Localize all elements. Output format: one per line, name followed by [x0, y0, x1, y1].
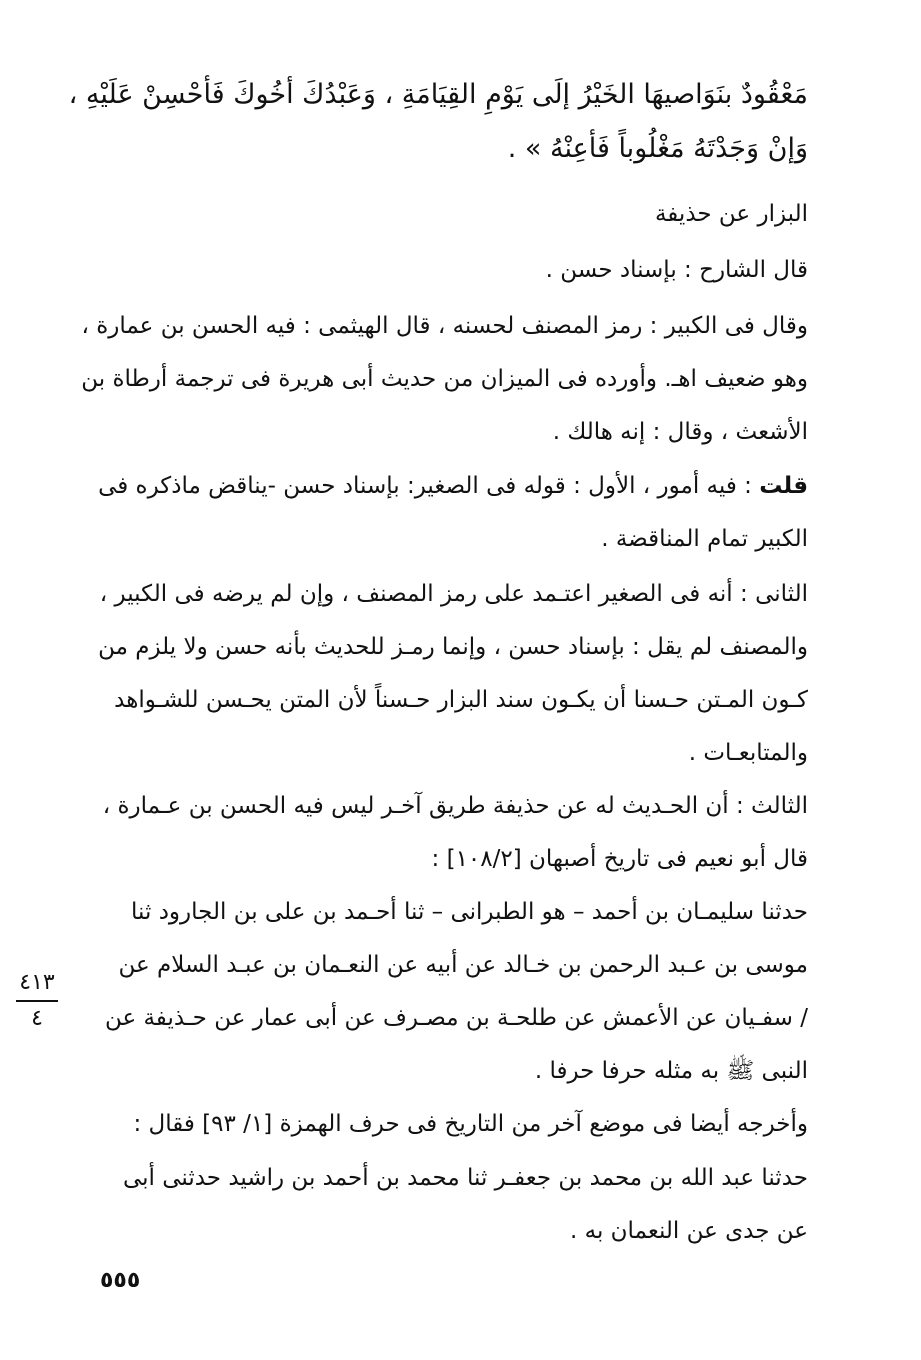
text-line: عن جدى عن النعمان به .: [570, 1218, 808, 1244]
text-line: / سفـيان عن الأعمش عن طلحـة بن مصـرف عن أبى عمار عن حـذيفة عن: [104, 1005, 808, 1031]
hadith-text: [68, 68, 808, 176]
text-line: كـون المـتن حـسنا أن يكـون سند البزار حـسناً لأن المتن يحـسن للشـواهد: [114, 687, 808, 713]
text-line: وهو ضعيف اهـ. وأورده فى الميزان من حديث أبى هريرة فى ترجمة أرطاة بن: [81, 366, 808, 392]
text-line: [96, 460, 808, 513]
text-line: الثانى : أنه فى الصغير اعتـمد على رمز المصنف ، وإن لم يرضه فى الكبير ،: [99, 581, 808, 607]
source-line: البزار عن حذيفة: [654, 201, 808, 227]
text-line: قال أبو نعيم فى تاريخ أصبهان [١٠٨/٢] :: [431, 846, 808, 872]
margin-reference-bottom: ٤: [31, 1006, 43, 1031]
text-line: حدثنا سليمـان بن أحمد – هو الطبرانى – ثنا أحـمد بن على بن الجارود ثنا: [131, 899, 808, 925]
page-number: ٥٥٥: [100, 1268, 141, 1293]
text-line: موسى بن عـبد الرحمن بن خـالد عن أبيه عن النعـمان بن عبـد السلام عن: [118, 952, 808, 978]
paragraph-third: [96, 780, 808, 886]
margin-reference-top: ٤١٣: [19, 970, 55, 995]
paragraph-final-isnad: [96, 1152, 808, 1258]
paragraph-sharih: [96, 244, 808, 297]
paragraph-another-place: [96, 1098, 808, 1151]
paragraph-isnad: [96, 886, 808, 1098]
text-line: والمصنف لم يقل : بإسناد حسن ، وإنما رمـز للحديث بأنه حسن ولا يلزم من: [98, 634, 808, 660]
text-line: النبى ﷺ به مثله حرفا حرفا .: [534, 1058, 808, 1084]
text-line: والمتابعـات .: [688, 740, 808, 766]
paragraph-second: [96, 568, 808, 780]
text-line: وقال فى الكبير : رمز المصنف لحسنه ، قال الهيثمى : فيه الحسن بن عمارة ،: [81, 313, 808, 339]
text-line-rest: : فيه أمور ، الأول : قوله فى الصغير: بإسناد حسن -يناقض ماذكره فى: [98, 473, 752, 499]
margin-reference: [14, 968, 60, 1034]
text-line: وأخرجه أيضا فى موضع آخر من التاريخ فى حرف الهمزة [١/ ٩٣] فقال :: [133, 1111, 808, 1137]
paragraph-qultu: [96, 460, 808, 566]
margin-reference-divider: [16, 1000, 58, 1002]
text-line: الكبير تمام المناقضة .: [601, 526, 808, 552]
hadith-line: مَعْقُودٌ بنَوَاصيهَا الخَيْرُ إلَى يَوْمِ القِيَامَةِ ، وَعَبْدُكَ أخُوكَ فَأحْسِنْ عَلَيْهِ ،: [68, 79, 808, 110]
text-line: الثالث : أن الحـديث له عن حذيفة طريق آخـر ليس فيه الحسن بن عـمارة ،: [102, 793, 808, 819]
qultu-lead: قلت: [759, 473, 808, 499]
paragraph-kabir: [81, 300, 808, 459]
text-line: حدثنا عبد الله بن محمد بن جعفـر ثنا محمد بن أحمد بن راشيد حدثنى أبى: [122, 1165, 808, 1191]
hadith-line: وَإنْ وَجَدْتَهُ مَغْلُوباً فَأعِنْهُ » .: [507, 133, 808, 164]
text-line: الأشعث ، وقال : إنه هالك .: [552, 419, 808, 445]
text-line: قال الشارح : بإسناد حسن .: [545, 257, 808, 283]
hadith-source: [96, 188, 808, 241]
